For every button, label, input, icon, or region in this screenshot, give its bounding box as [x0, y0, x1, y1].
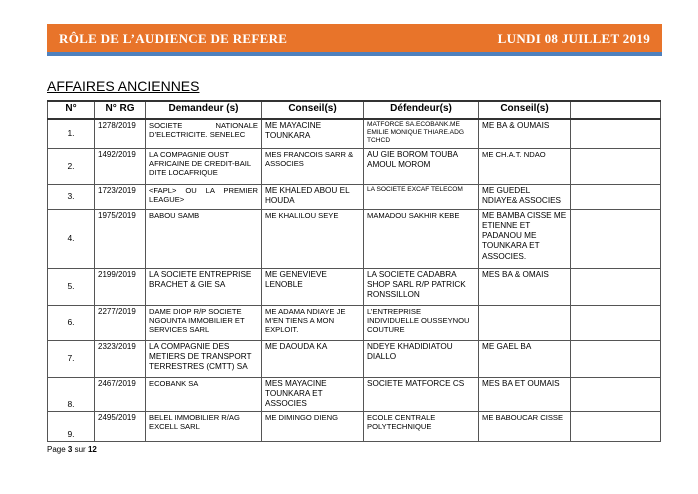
case-conseil-demandeur: ME ADAMA NDIAYE JE M’EN TIENS A MON EXPLOIT. [262, 305, 364, 340]
table-row [48, 184, 661, 209]
case-rg: 1975/2019 [95, 209, 146, 268]
case-rg: 2467/2019 [95, 377, 146, 411]
case-number: 3. [48, 184, 95, 209]
page-total: 12 [87, 445, 97, 454]
case-defendeur: LA SOCIETE EXCAF TELECOM [364, 184, 479, 209]
header-number: N° [48, 101, 95, 119]
case-defendeur: MAMADOU SAKHIR KEBE [364, 209, 479, 268]
case-number: 8. [48, 377, 95, 411]
case-extra [571, 411, 661, 441]
case-rg: 2277/2019 [95, 305, 146, 340]
case-number: 6. [48, 305, 95, 340]
case-conseil-defendeur: ME GUEDEL NDIAYE& ASSOCIES [479, 184, 571, 209]
case-number: 9. [48, 411, 95, 441]
case-demandeur: BABOU SAMB [146, 209, 262, 268]
case-demandeur: DAME DIOP R/P SOCIETE NGOUNTA IMMOBILIER ET SERVICES SARL [146, 305, 262, 340]
hearing-roll-table [47, 100, 661, 442]
case-rg: 2199/2019 [95, 268, 146, 305]
case-conseil-defendeur: ME BA & OUMAIS [479, 119, 571, 148]
header-extra [571, 101, 661, 119]
page-separator: sur [74, 445, 86, 454]
case-defendeur: AU GIE BOROM TOUBA AMOUL MOROM [364, 148, 479, 184]
page-header-banner [47, 24, 662, 56]
case-conseil-demandeur: ME MAYACINE TOUNKARA [262, 119, 364, 148]
case-conseil-demandeur: ME KHALILOU SEYE [262, 209, 364, 268]
case-conseil-demandeur: ME KHALED ABOU EL HOUDA [262, 184, 364, 209]
case-number: 5. [48, 268, 95, 305]
case-conseil-demandeur: MES FRANCOIS SARR & ASSOCIES [262, 148, 364, 184]
case-demandeur: BELEL IMMOBILIER R/AG EXCELL SARL [146, 411, 262, 441]
table-header-row [48, 101, 661, 119]
case-extra [571, 377, 661, 411]
table-row [48, 209, 661, 268]
case-demandeur: SOCIETE NATIONALE D’ELECTRICITE. SENELEC [146, 119, 262, 148]
case-rg: 1278/2019 [95, 119, 146, 148]
table-row [48, 377, 661, 411]
case-extra [571, 340, 661, 377]
case-number: 4. [48, 209, 95, 268]
case-demandeur: LA SOCIETE ENTREPRISE BRACHET & GIE SA [146, 268, 262, 305]
page-footer [47, 445, 97, 454]
case-extra [571, 305, 661, 340]
case-conseil-defendeur [479, 305, 571, 340]
table-row [48, 340, 661, 377]
header-conseil-demandeur: Conseil(s) [262, 101, 364, 119]
header-demandeur: Demandeur (s) [146, 101, 262, 119]
hearing-date: LUNDI 08 JUILLET 2019 [497, 31, 650, 46]
case-rg: 2495/2019 [95, 411, 146, 441]
case-extra [571, 119, 661, 148]
table-row [48, 119, 661, 148]
case-defendeur: SOCIETE MATFORCE CS [364, 377, 479, 411]
case-defendeur: NDEYE KHADIDIATOU DIALLO [364, 340, 479, 377]
case-conseil-defendeur: MES BA & OMAIS [479, 268, 571, 305]
case-number: 7. [48, 340, 95, 377]
case-conseil-defendeur: ME CH.A.T. NDAO [479, 148, 571, 184]
page-current: 3 [67, 445, 73, 454]
case-defendeur: L’ENTREPRISE INDIVIDUELLE OUSSEYNOU COUTURE [364, 305, 479, 340]
case-defendeur: LA SOCIETE CADABRA SHOP SARL R/P PATRICK RONSSILLON [364, 268, 479, 305]
case-defendeur: ECOLE CENTRALE POLYTECHNIQUE [364, 411, 479, 441]
header-conseil-defendeur: Conseil(s) [479, 101, 571, 119]
document-title: RÔLE DE L’AUDIENCE DE REFERE [59, 31, 288, 46]
case-number: 2. [48, 148, 95, 184]
case-demandeur: LA COMPAGNIE OUST AFRICAINE DE CREDIT-BAIL DITE LOCAFRIQUE [146, 148, 262, 184]
case-demandeur: <FAPL> OU LA PREMIER LEAGUE> [146, 184, 262, 209]
case-extra [571, 268, 661, 305]
case-conseil-defendeur: ME GAEL BA [479, 340, 571, 377]
case-defendeur: MATFORCE SA.ECOBANK.ME EMILIE MONIQUE THIARE.ADG TCHCD [364, 119, 479, 148]
case-number: 1. [48, 119, 95, 148]
case-rg: 1492/2019 [95, 148, 146, 184]
case-conseil-defendeur: ME BAMBA CISSE ME ETIENNE ET PADANOU ME TOUNKARA ET ASSOCIES. [479, 209, 571, 268]
case-conseil-demandeur: ME DIMINGO DIENG [262, 411, 364, 441]
table-row [48, 268, 661, 305]
case-conseil-demandeur: ME DAOUDA KA [262, 340, 364, 377]
case-extra [571, 209, 661, 268]
case-extra [571, 184, 661, 209]
header-defendeur: Défendeur(s) [364, 101, 479, 119]
table-row [48, 148, 661, 184]
page-label: Page [47, 445, 66, 454]
case-conseil-demandeur: MES MAYACINE TOUNKARA ET ASSOCIES [262, 377, 364, 411]
table-row [48, 305, 661, 340]
case-conseil-demandeur: ME GENEVIEVE LENOBLE [262, 268, 364, 305]
case-conseil-defendeur: ME BABOUCAR CISSE [479, 411, 571, 441]
section-heading: AFFAIRES ANCIENNES [47, 78, 200, 94]
case-demandeur: LA COMPAGNIE DES METIERS DE TRANSPORT TERRESTRES (CMTT) SA [146, 340, 262, 377]
case-extra [571, 148, 661, 184]
header-rg: N° RG [95, 101, 146, 119]
case-rg: 1723/2019 [95, 184, 146, 209]
case-conseil-defendeur: MES BA ET OUMAIS [479, 377, 571, 411]
table-row [48, 411, 661, 441]
case-demandeur: ECOBANK SA [146, 377, 262, 411]
case-rg: 2323/2019 [95, 340, 146, 377]
